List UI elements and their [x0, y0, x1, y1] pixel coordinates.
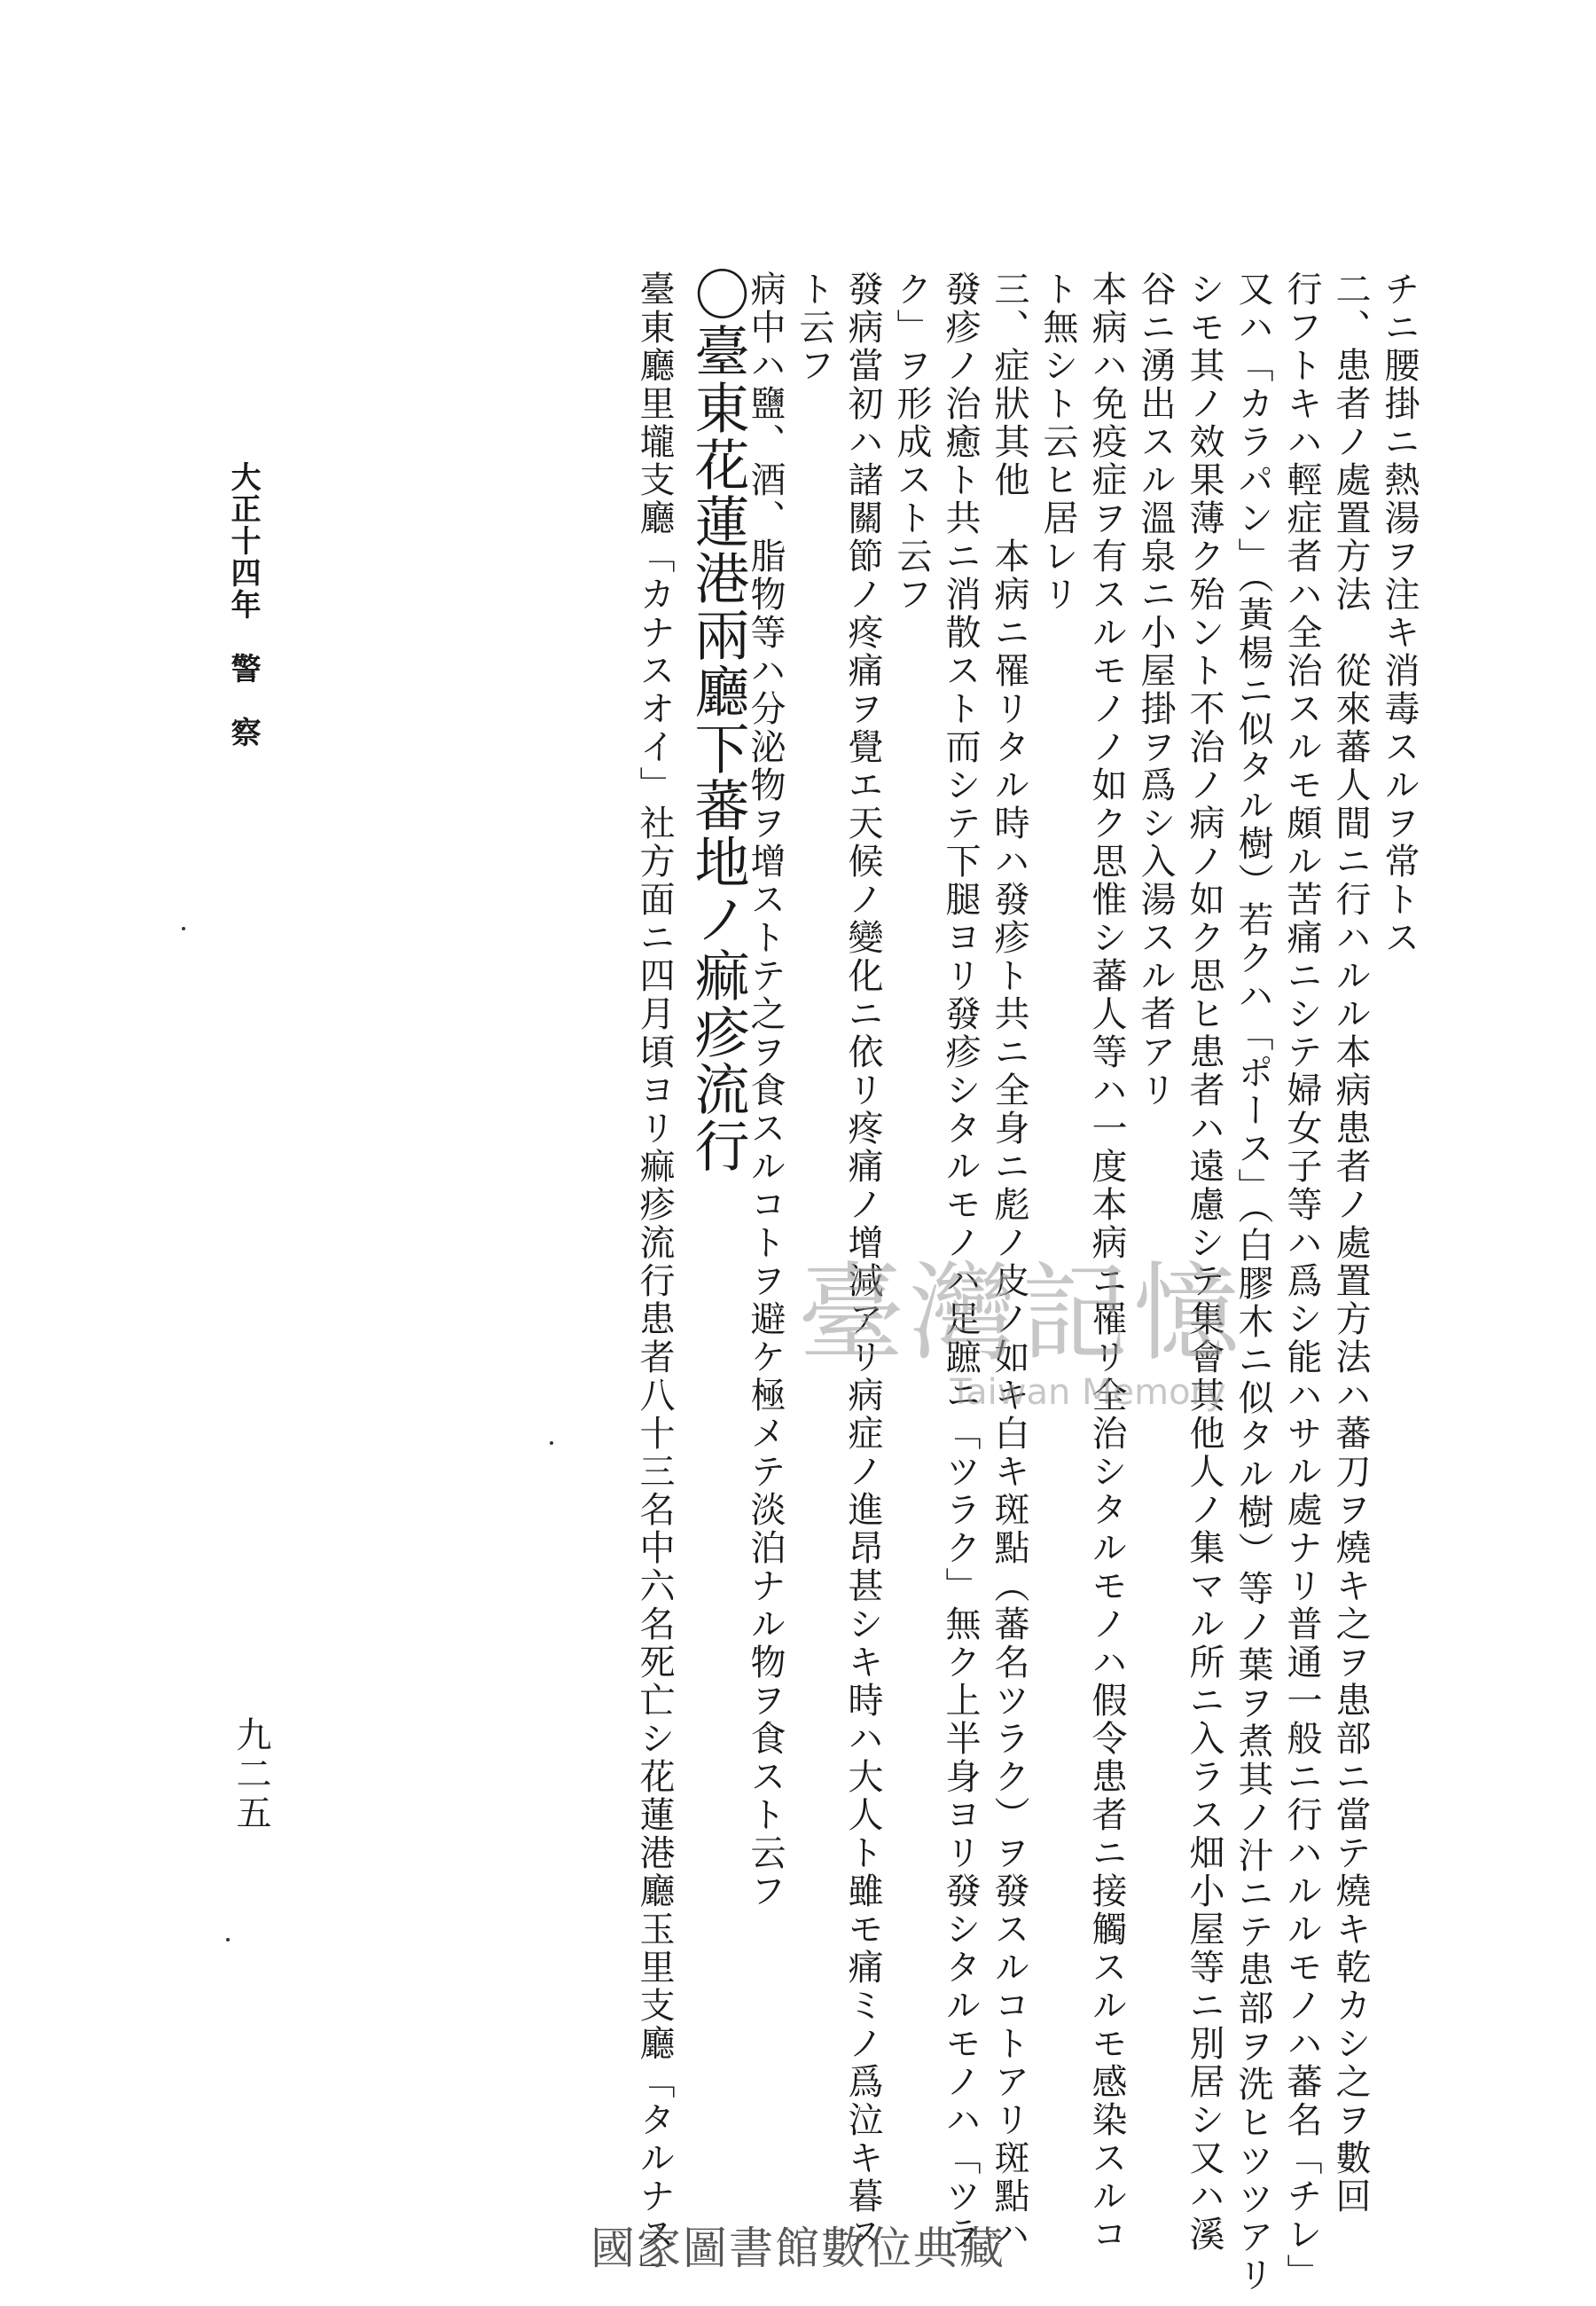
- text-column-14: 病中ハ鹽、酒、脂物等ハ分泌物ヲ增ストテ之ヲ食スルコトヲ避ケ極メテ淡泊ナル物ヲ食スト云フ: [745, 271, 786, 1910]
- text-column-3: 行フトキハ輕症者ハ全治スルモ頗ル苦痛ニシテ婦女子等ハ爲シ能ハサル處ナリ普通一般ニ行ハルルモノハ蕃名「チレ」: [1281, 271, 1322, 2292]
- text-column-8: ト無シト云ヒ居レリ: [1037, 271, 1078, 614]
- running-header: 大正十四年 警 察: [225, 461, 261, 749]
- text-column-2: 二、患者ノ處置方法 從來蕃人間ニ行ハルル本病患者ノ處置方法ハ蕃刀ヲ燒キ之ヲ患部ニ當テ燒キ乾カシ之ヲ數回: [1330, 271, 1371, 2216]
- text-column-16: 臺東廳里壠支廳「カナスオイ」社方面ニ四月頃ヨリ痲疹流行患者八十三名中六名死亡シ花蓮港廳玉里支廳「タルナス」: [634, 271, 675, 2292]
- footer-archive-label: 國家圖書館數位典藏: [591, 2223, 1005, 2274]
- watermark: [798, 1228, 1245, 1413]
- text-column-1: チニ腰掛ニ熱湯ヲ注キ消毒スルヲ常トス: [1379, 271, 1420, 957]
- watermark-chinese: 臺灣記憶: [798, 1252, 1245, 1376]
- scan-speck: [550, 1441, 553, 1445]
- scan-speck: [182, 927, 185, 930]
- text-column-12: 發病當初ハ諸關節ノ疼痛ヲ覺エ天候ノ變化ニ依リ疼痛ノ增減アリ病症ノ進昂甚シキ時ハ大人ト雖モ痛ミノ爲泣キ暮ス: [842, 271, 883, 2254]
- text-column-5: シモ其ノ效果薄ク殆ント不治ノ病ノ如ク思ヒ患者ハ遠慮シテ集會其他人ノ集マル所ニ入ラス畑小屋等ニ別居シ又ハ溪: [1184, 271, 1224, 2254]
- text-column-10: 發疹ノ治癒ト共ニ消散スト而シテ下腿ヨリ發疹シタルモノハ足蹠ニ「ツラク」無ク上半身ヨリ發シタルモノハ「ツラ: [940, 271, 981, 2254]
- text-column-11: ク」ヲ形成スト云フ: [891, 271, 932, 614]
- section-heading: 〇臺東花蓮港兩廳下蕃地ノ痲疹流行: [685, 266, 750, 1174]
- page-number: 九二五: [231, 1716, 271, 1833]
- text-column-13: ト云フ: [794, 271, 834, 385]
- text-column-9: 三、症狀其他 本病ニ罹リタル時ハ發疹ト共ニ全身ニ彪ノ皮ノ如キ白キ斑點（蕃名ツラク）ヲ發スルコトアリ斑點ハ: [989, 271, 1029, 2254]
- scan-speck: [226, 1938, 230, 1941]
- text-column-7: 本病ハ免疫症ヲ有スルモノノ如ク思惟シ蕃人等ハ一度本病ニ罹リ全治シタルモノハ假令患者ニ接觸スルモ感染スルコ: [1086, 271, 1127, 2254]
- text-column-4: 又ハ「カラパン」（黃楊ニ似タル樹）若クハ「ポース」（白膠木ニ似タル樹）等ノ葉ヲ煮其ノ汁ニテ患部ヲ洗ヒツツアリ: [1232, 271, 1273, 2294]
- watermark-english: Taiwan Memory: [950, 1372, 1226, 1413]
- text-column-6: 谷ニ湧出スル溫泉ニ小屋掛ヲ爲シ入湯スル者アリ: [1135, 271, 1176, 1110]
